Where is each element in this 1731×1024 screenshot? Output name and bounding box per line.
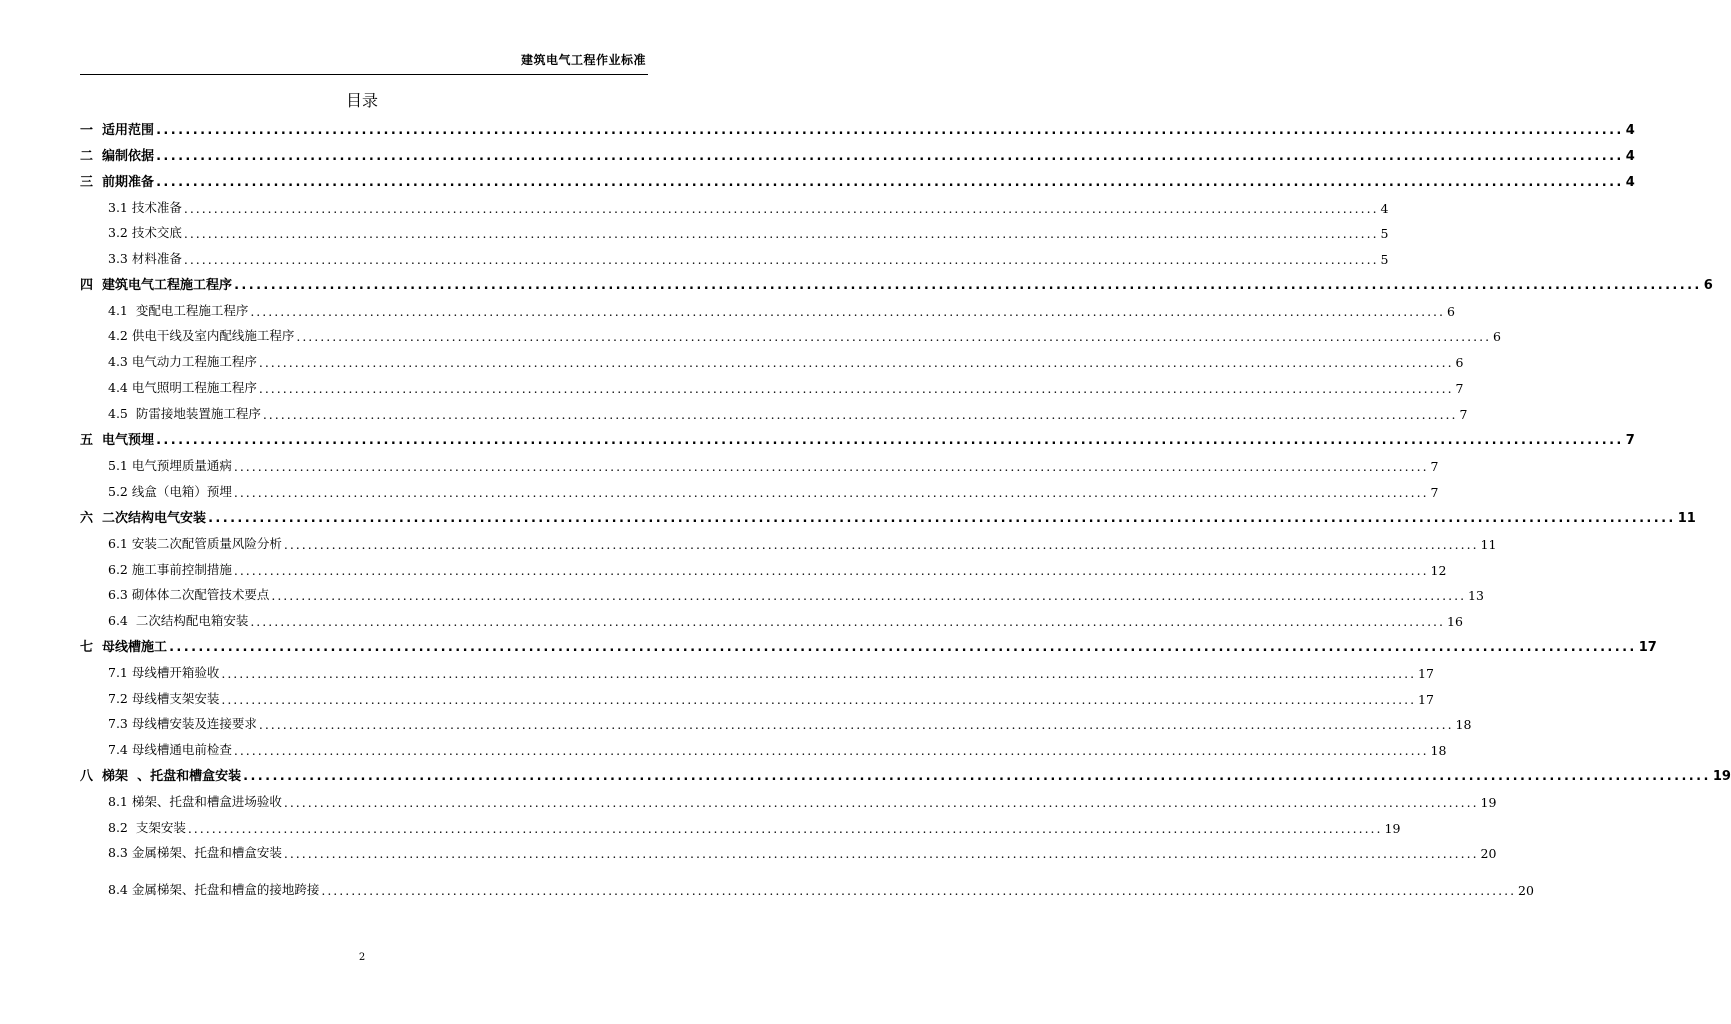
toc-entry-label: 7.1 母线槽开箱验收 <box>108 665 220 680</box>
toc-entry-page: 18 <box>1430 743 1447 758</box>
toc-leader-dots: ........................................................................................................................................................................................................ <box>258 355 1454 370</box>
toc-leader-dots: ........................................................................................................................................................................................................ <box>221 666 1417 681</box>
toc-entry-page: 7 <box>1430 485 1439 500</box>
toc-entry-page: 5 <box>1380 252 1389 267</box>
toc-leader-dots: ........................................................................................................................................................................................................ <box>233 563 1429 578</box>
toc-entry[interactable] <box>80 556 1447 578</box>
toc-entry-page: 5 <box>1380 226 1389 241</box>
header-title: 建筑电气工程作业标准 <box>520 53 646 67</box>
toc-entry-page: 19 <box>1480 795 1497 810</box>
toc-entry[interactable] <box>80 685 1434 707</box>
toc-entry[interactable] <box>80 710 1472 732</box>
toc-leader-dots: ........................................................................................................................................................................................................ <box>233 743 1429 758</box>
toc-entry-page: 12 <box>1430 563 1447 578</box>
toc-leader-dots: ........................................................................................................................................................................................................ <box>183 252 1379 267</box>
toc-entry[interactable] <box>80 788 1497 810</box>
page-header <box>80 50 648 75</box>
toc-leader-dots: ........................................................................................................................................................................................................ <box>156 433 1624 448</box>
toc-entry-label: 3.1 技术准备 <box>108 200 182 215</box>
toc-entry[interactable] <box>80 876 1534 898</box>
toc-entry-page: 7 <box>1455 381 1464 396</box>
toc-entry-page: 11 <box>1480 537 1497 552</box>
toc-entry[interactable] <box>80 452 1439 474</box>
toc-entry-page: 4 <box>1625 149 1635 164</box>
toc-entry[interactable] <box>80 297 1455 319</box>
toc-entry-label: 8.3 金属梯架、托盘和槽盒安装 <box>108 845 282 860</box>
toc-entry-label: 6.4 二次结构配电箱安装 <box>108 613 249 628</box>
toc-entry[interactable] <box>80 814 1401 836</box>
toc-entry-label: 7.4 母线槽通电前检查 <box>108 742 232 757</box>
toc-leader-dots: ........................................................................................................................................................................................................ <box>250 614 1446 629</box>
toc-entry[interactable] <box>80 142 1635 164</box>
toc-entry-page: 17 <box>1418 666 1434 681</box>
toc-leader-dots: ........................................................................................................................................................................................................ <box>233 485 1429 500</box>
toc-leader-dots: ........................................................................................................................................................................................................ <box>156 175 1624 190</box>
toc-leader-dots: ........................................................................................................................................................................................................ <box>262 407 1458 422</box>
toc-entry-label: 七 母线槽施工 <box>80 640 168 655</box>
toc-leader-dots: ........................................................................................................................................................................................................ <box>169 640 1637 655</box>
toc-entry-page: 4 <box>1625 123 1635 138</box>
toc-entry-label: 8.1 梯架、托盘和槽盒进场验收 <box>108 794 282 809</box>
toc-leader-dots: ........................................................................................................................................................................................................ <box>221 692 1417 707</box>
toc-entry-page: 4 <box>1380 201 1389 216</box>
toc-entry-page: 7 <box>1430 459 1439 474</box>
toc-entry-label: 5.1 电气预埋质量通病 <box>108 458 232 473</box>
page-number: 2 <box>358 952 366 963</box>
toc-entry-page: 20 <box>1480 846 1497 861</box>
toc-entry[interactable] <box>80 659 1434 681</box>
toc-entry-label: 4.4 电气照明工程施工程序 <box>108 380 257 395</box>
toc-leader-dots: ........................................................................................................................................................................................................ <box>187 821 1383 836</box>
toc-leader-dots: ........................................................................................................................................................................................................ <box>233 459 1429 474</box>
toc-entry[interactable] <box>80 168 1635 190</box>
toc-entry-label: 3.2 技术交底 <box>108 225 182 240</box>
toc-entry-label: 二 编制依据 <box>80 149 155 164</box>
toc-entry-page: 19 <box>1384 821 1401 836</box>
toc-entry[interactable] <box>80 736 1447 758</box>
toc-entry[interactable] <box>80 762 1731 784</box>
toc-leader-dots: ........................................................................................................................................................................................................ <box>183 226 1379 241</box>
toc-entry-label: 6.3 砌体体二次配管技术要点 <box>108 587 270 602</box>
toc-entry[interactable] <box>80 400 1468 422</box>
toc-entry-label: 4.5 防雷接地装置施工程序 <box>108 406 261 421</box>
toc-entry-label: 8.4 金属梯架、托盘和槽盒的接地跨接 <box>108 882 320 897</box>
toc-entry-page: 19 <box>1712 769 1731 784</box>
toc-entry-page: 6 <box>1455 355 1464 370</box>
toc-leader-dots: ........................................................................................................................................................................................................ <box>283 795 1479 810</box>
toc-entry-page: 17 <box>1638 640 1657 655</box>
toc-entry-label: 四 建筑电气工程施工程序 <box>80 278 233 293</box>
toc-entry-label: 7.2 母线槽支架安装 <box>108 691 220 706</box>
toc-entry-page: 17 <box>1418 692 1434 707</box>
toc-entry-label: 4.3 电气动力工程施工程序 <box>108 354 257 369</box>
toc-leader-dots: ........................................................................................................................................................................................................ <box>183 201 1379 216</box>
toc-title: 目录 <box>345 91 378 110</box>
toc-entry-page: 13 <box>1468 588 1484 603</box>
toc-entry[interactable] <box>80 219 1389 241</box>
toc-entry-label: 5.2 线盒（电箱）预埋 <box>108 484 232 499</box>
toc-entry-page: 20 <box>1518 883 1534 898</box>
toc-entry-label: 八 梯架 、托盘和槽盒安装 <box>80 769 242 784</box>
toc-entry-label: 6.2 施工事前控制措施 <box>108 562 232 577</box>
toc-leader-dots: ........................................................................................................................................................................................................ <box>234 278 1702 293</box>
toc-entry[interactable] <box>80 607 1463 629</box>
toc-entry-page: 6 <box>1447 304 1455 319</box>
toc-entry-label: 一 适用范围 <box>80 123 155 138</box>
toc-entry[interactable] <box>80 581 1484 603</box>
toc-entry[interactable] <box>80 194 1389 216</box>
toc-entry-label: 7.3 母线槽安装及连接要求 <box>108 716 257 731</box>
toc-entry-page: 11 <box>1677 511 1696 526</box>
toc-entry[interactable] <box>80 271 1713 293</box>
toc-entry-label: 三 前期准备 <box>80 175 155 190</box>
toc-entry[interactable] <box>80 322 1501 344</box>
toc-leader-dots: ........................................................................................................................................................................................................ <box>283 846 1479 861</box>
toc-leader-dots: ........................................................................................................................................................................................................ <box>243 769 1711 784</box>
toc-entry[interactable] <box>80 504 1696 526</box>
toc-entry-label: 8.2 支架安装 <box>108 820 186 835</box>
toc-entry-page: 6 <box>1703 278 1713 293</box>
toc-leader-dots: ........................................................................................................................................................................................................ <box>250 304 1446 319</box>
toc-leader-dots: ........................................................................................................................................................................................................ <box>156 123 1624 138</box>
toc-entry-page: 7 <box>1459 407 1468 422</box>
toc-entry[interactable] <box>80 116 1635 138</box>
toc-leader-dots: ........................................................................................................................................................................................................ <box>258 717 1454 732</box>
toc-entry-label: 五 电气预埋 <box>80 433 155 448</box>
toc-entry-label: 六 二次结构电气安装 <box>80 511 207 526</box>
toc-entry-page: 4 <box>1625 175 1635 190</box>
toc-entry-label: 4.1 变配电工程施工程序 <box>108 303 249 318</box>
toc-entry[interactable] <box>80 633 1657 655</box>
toc-entry-label: 4.2 供电干线及室内配线施工程序 <box>108 328 295 343</box>
toc-leader-dots: ........................................................................................................................................................................................................ <box>321 883 1517 898</box>
toc-entry-label: 6.1 安装二次配管质量风险分析 <box>108 536 282 551</box>
toc-leader-dots: ........................................................................................................................................................................................................ <box>156 149 1624 164</box>
toc-leader-dots: ........................................................................................................................................................................................................ <box>296 329 1492 344</box>
toc-entry[interactable] <box>80 348 1464 370</box>
toc-leader-dots: ........................................................................................................................................................................................................ <box>258 381 1454 396</box>
toc-entry-page: 6 <box>1493 329 1501 344</box>
toc-leader-dots: ........................................................................................................................................................................................................ <box>208 511 1676 526</box>
toc-entry-label: 3.3 材料准备 <box>108 251 182 266</box>
toc-entry[interactable] <box>80 839 1497 861</box>
toc-leader-dots: ........................................................................................................................................................................................................ <box>271 588 1467 603</box>
toc-leader-dots: ........................................................................................................................................................................................................ <box>283 537 1479 552</box>
toc-entry[interactable] <box>80 426 1635 448</box>
toc-entry-page: 18 <box>1455 717 1472 732</box>
toc-entry-page: 16 <box>1447 614 1463 629</box>
toc-entry[interactable] <box>80 530 1497 552</box>
toc-entry[interactable] <box>80 245 1389 267</box>
toc-entry[interactable] <box>80 374 1464 396</box>
toc-entry[interactable] <box>80 478 1439 500</box>
toc-entry-page: 7 <box>1625 433 1635 448</box>
